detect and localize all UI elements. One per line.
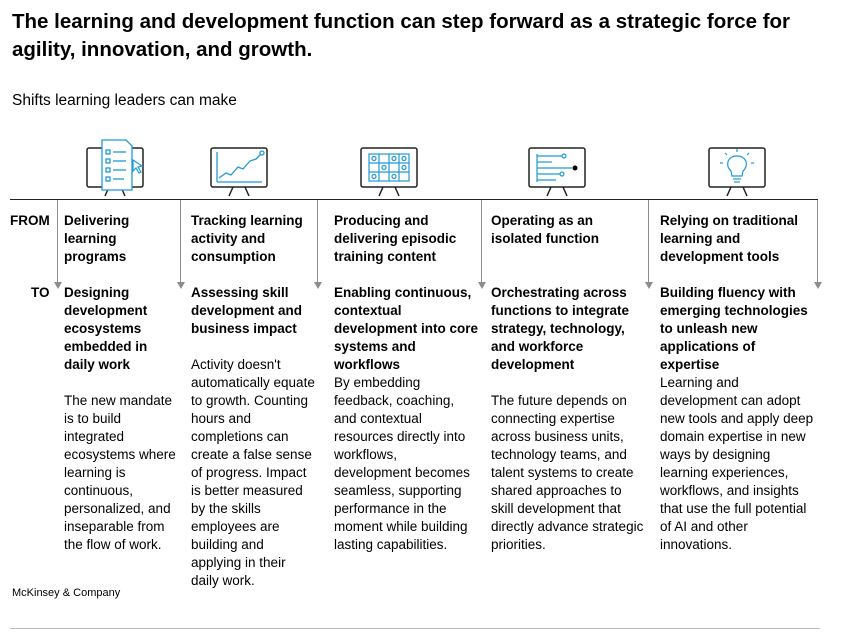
to-statement: Building fluency with emerging technologies to unleash new applications of expertise [660, 285, 808, 372]
to-label: TO [31, 285, 50, 300]
network-connections-icon [528, 146, 588, 198]
timeline-axis [10, 199, 818, 200]
brand-footer: McKinsey & Company [12, 587, 121, 599]
shift-description: By embedding feedback, coaching, and contextual resources directly into workflows, development becomes seamless, supporting performance in the moment while building lasting capabilities. [334, 375, 470, 552]
shift-column [660, 212, 816, 552]
shift-description: Activity doesn't automatically equate to growth. Counting hours and completions can create a false sense of progress. Impact is better measured by the skills employees are building and applying in their daily work. [191, 357, 315, 588]
from-statement: Delivering learning programs [64, 213, 130, 264]
line-chart-icon [210, 146, 270, 198]
from-statement: Tracking learning activity and consumption [191, 213, 303, 264]
document-checklist-icon [86, 146, 146, 198]
to-statement: Designing development ecosystems embedded in daily work [64, 285, 148, 372]
shift-column [64, 212, 178, 552]
shift-description: The future depends on connecting expertise across business units, technology teams, and talent systems to create shared approaches to skill development that directly advance strategic priorities. [491, 393, 644, 552]
from-statement: Producing and delivering episodic training content [334, 213, 457, 264]
grid-workflow-icon [360, 146, 420, 198]
to-statement: Assessing skill development and business impact [191, 285, 303, 336]
page-subtitle: Shifts learning leaders can make [12, 92, 237, 109]
from-statement: Operating as an isolated function [491, 213, 599, 246]
shift-column [191, 212, 315, 588]
shift-description: The new mandate is to build integrated ecosystems where learning is continuous, personalized, and inseparable from the flow of work. [64, 393, 176, 552]
bottom-divider [10, 628, 820, 629]
from-statement: Relying on traditional learning and development tools [660, 213, 799, 264]
to-statement: Orchestrating across functions to integrate strategy, technology, and workforce development [491, 285, 629, 372]
to-statement: Enabling continuous, contextual development into core systems and workflows [334, 285, 479, 372]
shift-column [491, 212, 646, 552]
lightbulb-icon [708, 146, 768, 198]
from-label: FROM [10, 213, 50, 228]
page-title: The learning and development function can step forward as a strategic force for agility, innovation, and growth. [12, 10, 791, 61]
shift-description: Learning and development can adopt new tools and apply deep domain expertise in new ways by designing learning experiences, workflows, and insights that use the full potential of AI and other innovations. [660, 375, 814, 552]
shift-column [334, 212, 479, 552]
